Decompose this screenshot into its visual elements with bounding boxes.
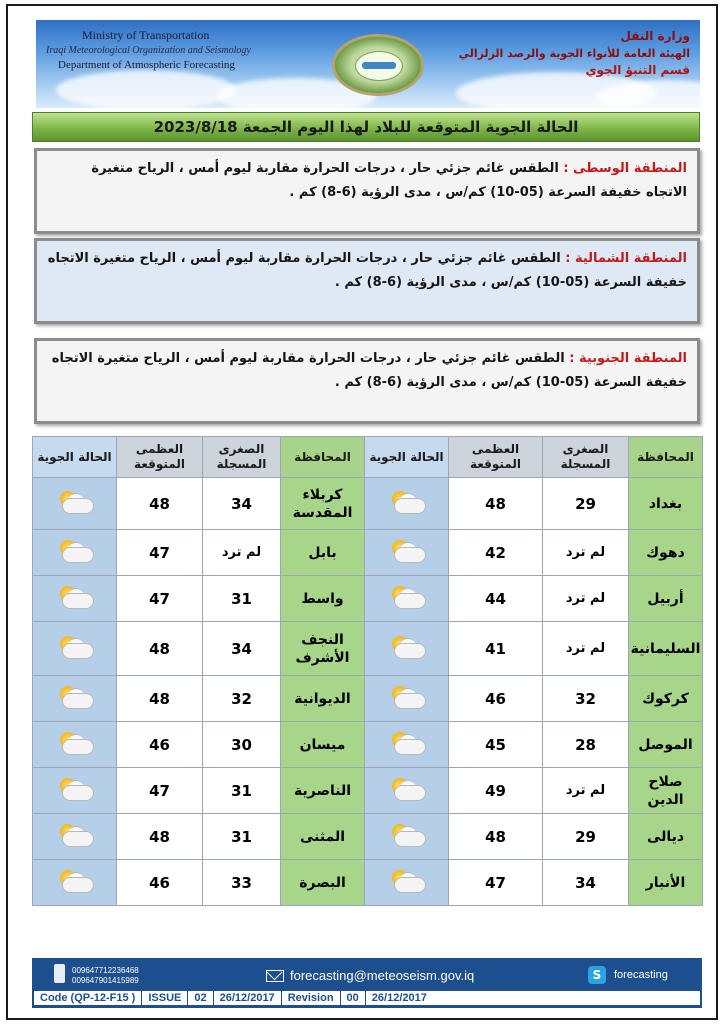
min-temp-cell: 30 bbox=[203, 722, 281, 768]
email-link[interactable]: forecasting@meteoseism.gov.iq bbox=[290, 968, 475, 983]
region-text: الطقس غائم جزئي حار ، درجات الحرارة مقاربة ليوم أمس ، الرياح متغيرة الاتجاه خفيفة السرعة (05-10) كم/س ، مدى الرؤية (6-8) كم . bbox=[47, 251, 687, 290]
skype-icon: S bbox=[588, 966, 606, 984]
partly-cloudy-icon bbox=[54, 684, 96, 710]
condition-cell bbox=[33, 676, 117, 722]
phone-numbers bbox=[72, 966, 139, 986]
table-row bbox=[33, 814, 703, 860]
department-name-ar: قسم التنبؤ الجوي bbox=[585, 63, 690, 77]
region-text: الطقس غائم جزئي حار ، درجات الحرارة مقاربة ليوم أمس ، الرياح متغيرة الاتجاه خفيفة السرعة (05-10) كم/س ، مدى الرؤية (6-8) كم . bbox=[51, 351, 687, 390]
province-cell: الموصل bbox=[629, 722, 703, 768]
table-row bbox=[33, 860, 703, 906]
province-cell: ديالى bbox=[629, 814, 703, 860]
region-name: المنطقة الجنوبية : bbox=[569, 351, 687, 366]
english-header bbox=[46, 28, 251, 73]
region-central bbox=[34, 148, 700, 234]
document-code: Code (QP-12-F15 ) bbox=[34, 991, 142, 1005]
partly-cloudy-icon bbox=[54, 584, 96, 610]
condition-cell bbox=[365, 676, 449, 722]
issue-number: 02 bbox=[188, 991, 213, 1005]
min-temp-cell: 34 bbox=[543, 860, 629, 906]
partly-cloudy-icon bbox=[386, 489, 428, 515]
ministry-name-en: Ministry of Transportation bbox=[82, 28, 210, 42]
skype-handle: forecasting bbox=[614, 969, 668, 981]
header-province: المحافظة bbox=[629, 437, 703, 478]
partly-cloudy-icon bbox=[386, 730, 428, 756]
condition-cell bbox=[365, 768, 449, 814]
condition-cell bbox=[365, 814, 449, 860]
document-code-bar bbox=[32, 989, 702, 1007]
region-text: الطقس غائم جزئي حار ، درجات الحرارة مقاربة ليوم أمس ، الرياح متغيرة الاتجاه خفيفة السرعة (05-10) كم/س ، مدى الرؤية (6-8) كم . bbox=[91, 161, 687, 200]
min-temp-cell: 31 bbox=[203, 814, 281, 860]
header-min: الصغرى المسجلة bbox=[203, 437, 281, 478]
province-cell: الأنبار bbox=[629, 860, 703, 906]
max-temp-cell: 41 bbox=[449, 622, 543, 676]
condition-cell bbox=[365, 860, 449, 906]
header-min: الصغرى المسجلة bbox=[543, 437, 629, 478]
min-temp-cell: لم ترد bbox=[543, 622, 629, 676]
region-name: المنطقة الوسطى : bbox=[563, 161, 687, 176]
max-temp-cell: 46 bbox=[117, 860, 203, 906]
province-cell: واسط bbox=[281, 576, 365, 622]
min-temp-cell: 29 bbox=[543, 814, 629, 860]
organization-logo bbox=[332, 34, 424, 96]
phone-number: 009647901415989 bbox=[72, 976, 139, 985]
issue-date: 26/12/2017 bbox=[214, 991, 282, 1005]
max-temp-cell: 46 bbox=[449, 676, 543, 722]
mail-icon bbox=[266, 970, 284, 982]
partly-cloudy-icon bbox=[54, 868, 96, 894]
table-row bbox=[33, 676, 703, 722]
weather-table bbox=[32, 436, 703, 906]
condition-cell bbox=[365, 622, 449, 676]
min-temp-cell: 34 bbox=[203, 622, 281, 676]
partly-cloudy-icon bbox=[54, 776, 96, 802]
min-temp-cell: 31 bbox=[203, 576, 281, 622]
department-name-en: Department of Atmospheric Forecasting bbox=[58, 59, 235, 71]
table-row bbox=[33, 722, 703, 768]
min-temp-cell: لم ترد bbox=[543, 768, 629, 814]
partly-cloudy-icon bbox=[386, 822, 428, 848]
province-cell: بابل bbox=[281, 530, 365, 576]
province-cell: البصرة bbox=[281, 860, 365, 906]
province-cell: الديوانية bbox=[281, 676, 365, 722]
header-province: المحافظة bbox=[281, 437, 365, 478]
partly-cloudy-icon bbox=[386, 538, 428, 564]
min-temp-cell: 34 bbox=[203, 478, 281, 530]
table-row bbox=[33, 530, 703, 576]
min-temp-cell: 33 bbox=[203, 860, 281, 906]
max-temp-cell: 45 bbox=[449, 722, 543, 768]
max-temp-cell: 48 bbox=[449, 814, 543, 860]
partly-cloudy-icon bbox=[54, 730, 96, 756]
province-cell: بغداد bbox=[629, 478, 703, 530]
province-cell: كربلاء المقدسة bbox=[281, 478, 365, 530]
min-temp-cell: لم ترد bbox=[203, 530, 281, 576]
partly-cloudy-icon bbox=[386, 868, 428, 894]
condition-cell bbox=[33, 478, 117, 530]
condition-cell bbox=[33, 768, 117, 814]
max-temp-cell: 42 bbox=[449, 530, 543, 576]
phone-number: 009647712236468 bbox=[72, 966, 139, 975]
min-temp-cell: 32 bbox=[543, 676, 629, 722]
revision-date: 26/12/2017 bbox=[371, 992, 427, 1004]
condition-cell bbox=[33, 860, 117, 906]
max-temp-cell: 48 bbox=[117, 814, 203, 860]
condition-cell bbox=[365, 478, 449, 530]
header-max: العظمى المتوقعة bbox=[449, 437, 543, 478]
footer bbox=[32, 958, 702, 1008]
condition-cell bbox=[33, 576, 117, 622]
max-temp-cell: 48 bbox=[117, 478, 203, 530]
condition-cell bbox=[33, 622, 117, 676]
condition-cell bbox=[365, 576, 449, 622]
revision-label: Revision bbox=[282, 991, 341, 1005]
organization-name-en: Iraqi Meteorological Organization and Seismology bbox=[46, 45, 251, 56]
condition-cell bbox=[33, 814, 117, 860]
condition-cell bbox=[365, 530, 449, 576]
header-banner bbox=[36, 20, 700, 108]
region-name: المنطقة الشمالية : bbox=[565, 251, 687, 266]
max-temp-cell: 48 bbox=[449, 478, 543, 530]
condition-cell bbox=[365, 722, 449, 768]
partly-cloudy-icon bbox=[54, 634, 96, 660]
region-south bbox=[34, 338, 700, 424]
province-cell: المثنى bbox=[281, 814, 365, 860]
table-row bbox=[33, 768, 703, 814]
condition-cell bbox=[33, 722, 117, 768]
max-temp-cell: 44 bbox=[449, 576, 543, 622]
min-temp-cell: 29 bbox=[543, 478, 629, 530]
table-row bbox=[33, 622, 703, 676]
province-cell: السليمانية bbox=[629, 622, 703, 676]
partly-cloudy-icon bbox=[386, 684, 428, 710]
issue-label: ISSUE bbox=[142, 991, 188, 1005]
partly-cloudy-icon bbox=[54, 822, 96, 848]
max-temp-cell: 47 bbox=[117, 530, 203, 576]
condition-cell bbox=[33, 530, 117, 576]
partly-cloudy-icon bbox=[54, 489, 96, 515]
header-condition: الحالة الجوية bbox=[33, 437, 117, 478]
partly-cloudy-icon bbox=[386, 634, 428, 660]
table-row bbox=[33, 576, 703, 622]
partly-cloudy-icon bbox=[54, 538, 96, 564]
header-condition: الحالة الجوية bbox=[365, 437, 449, 478]
partly-cloudy-icon bbox=[386, 776, 428, 802]
table-row bbox=[33, 478, 703, 530]
max-temp-cell: 48 bbox=[117, 622, 203, 676]
min-temp-cell: 32 bbox=[203, 676, 281, 722]
province-cell: كركوك bbox=[629, 676, 703, 722]
province-cell: صلاح الدين bbox=[629, 768, 703, 814]
table-header-row bbox=[33, 437, 703, 478]
province-cell: ميسان bbox=[281, 722, 365, 768]
min-temp-cell: 31 bbox=[203, 768, 281, 814]
province-cell: النجف الأشرف bbox=[281, 622, 365, 676]
max-temp-cell: 46 bbox=[117, 722, 203, 768]
partly-cloudy-icon bbox=[386, 584, 428, 610]
min-temp-cell: لم ترد bbox=[543, 530, 629, 576]
max-temp-cell: 49 bbox=[449, 768, 543, 814]
page-title: الحالة الجوية المتوقعة للبلاد لهذا اليوم الجمعة 2023/8/18 bbox=[32, 112, 700, 142]
max-temp-cell: 47 bbox=[449, 860, 543, 906]
max-temp-cell: 47 bbox=[117, 768, 203, 814]
max-temp-cell: 47 bbox=[117, 576, 203, 622]
region-north bbox=[34, 238, 700, 324]
phone-icon bbox=[54, 964, 65, 983]
max-temp-cell: 48 bbox=[117, 676, 203, 722]
ministry-name-ar: وزارة النقل bbox=[620, 29, 690, 43]
arabic-header bbox=[459, 28, 690, 79]
province-cell: دهوك bbox=[629, 530, 703, 576]
province-cell: أربيل bbox=[629, 576, 703, 622]
organization-name-ar: الهيئة العامة للأنواء الجوية والرصد الزلزالي bbox=[458, 47, 690, 60]
min-temp-cell: 28 bbox=[543, 722, 629, 768]
province-cell: الناصرية bbox=[281, 768, 365, 814]
min-temp-cell: لم ترد bbox=[543, 576, 629, 622]
header-max: العظمى المتوقعة bbox=[117, 437, 203, 478]
revision-number: 00 bbox=[341, 991, 366, 1005]
